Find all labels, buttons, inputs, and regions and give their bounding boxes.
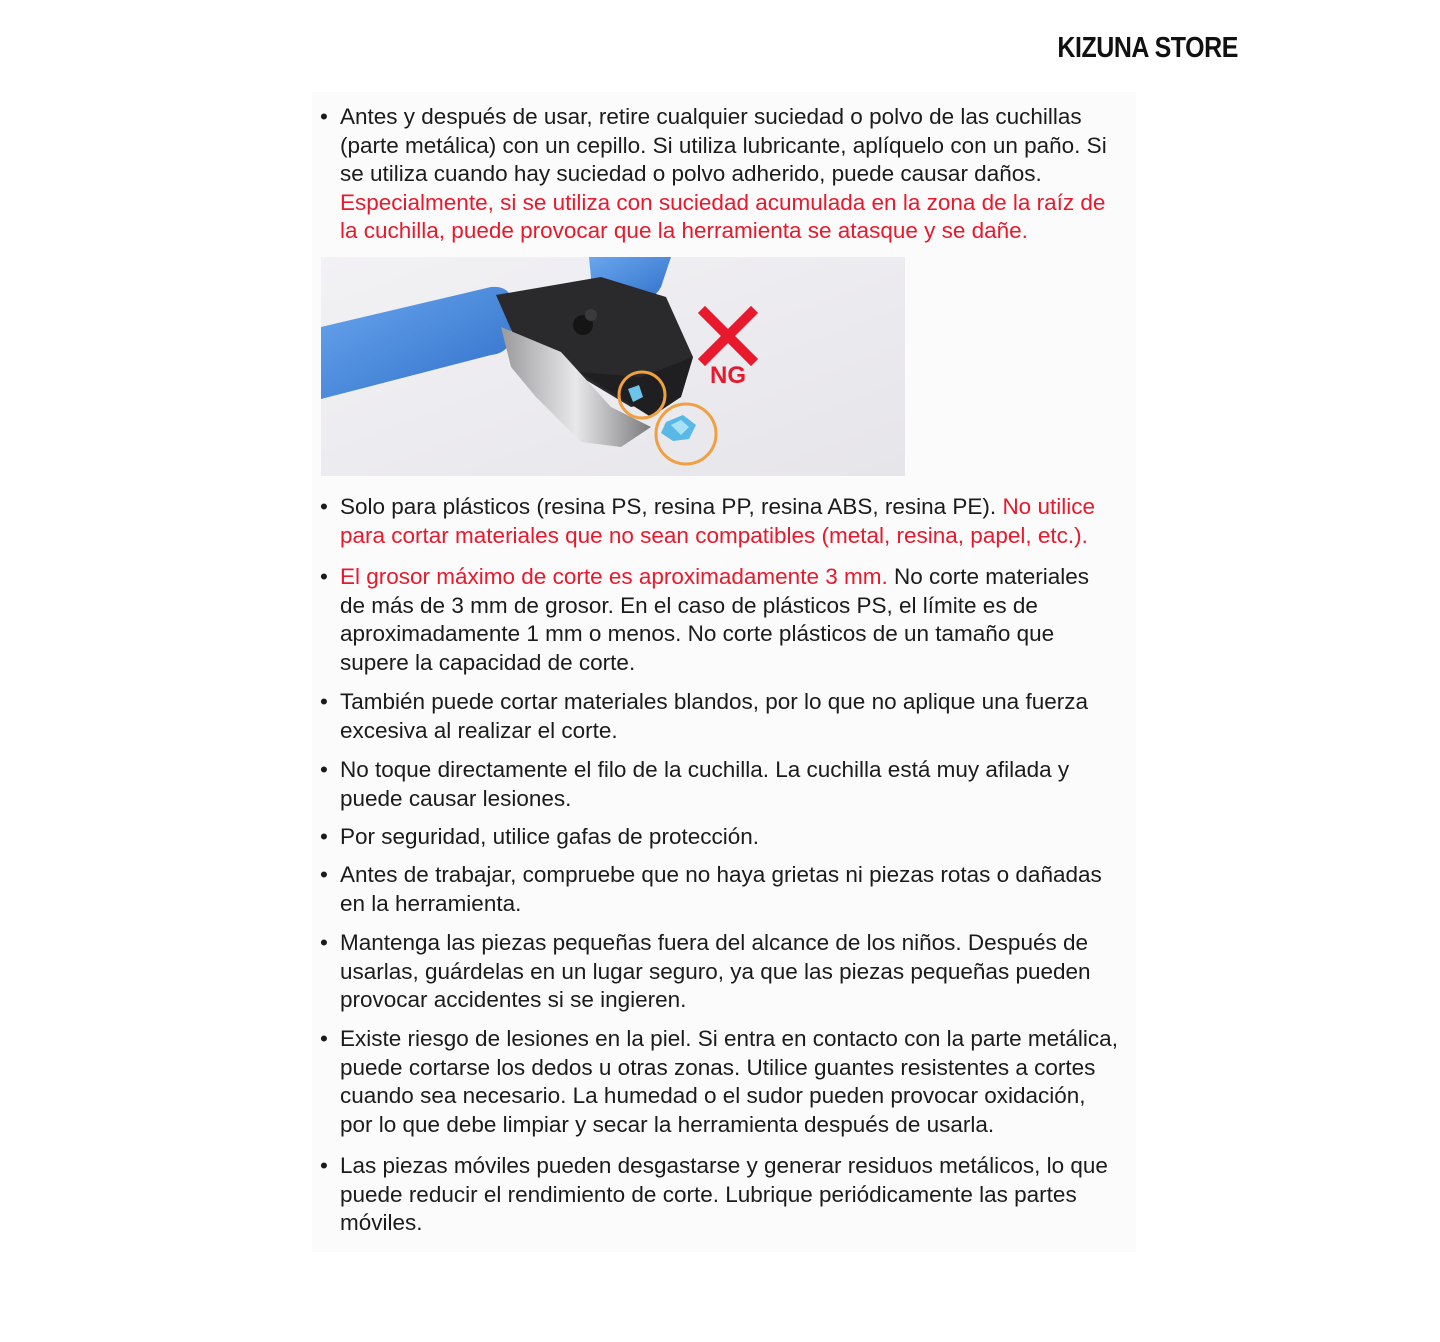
list-item — [320, 563, 1120, 677]
list-item — [320, 929, 1120, 1015]
bullet-marker: • — [320, 1153, 328, 1178]
store-logo: KIZUNA STORE — [1057, 32, 1238, 64]
list-item — [320, 1025, 1120, 1139]
ng-label: NG — [710, 362, 746, 389]
list-item — [320, 756, 1120, 813]
list-item — [320, 103, 1120, 246]
warning-text: Especialmente, si se utiliza con suciedad acumulada en la zona de la raíz de la cuchilla, puede provocar que la herramienta se atasque y se dañe. — [340, 189, 1106, 243]
bullet-marker: • — [320, 862, 328, 887]
list-item-text: Mantenga las piezas pequeñas fuera del alcance de los niños. Después de usarlas, guárdelas en un lugar seguro, ya que las piezas pequeñas pueden provocar accidentes si se ingieren. — [340, 930, 1091, 1012]
list-item-text: Las piezas móviles pueden desgastarse y generar residuos metálicos, lo que puede reducir el rendimiento de corte. Lubrique periódicamente las partes móviles. — [340, 1153, 1108, 1235]
list-item-text: No toque directamente el filo de la cuchilla. La cuchilla está muy afilada y puede causar lesiones. — [340, 757, 1070, 811]
list-item — [320, 861, 1120, 918]
bullet-marker: • — [320, 930, 328, 955]
warning-text: No utilice para cortar materiales que no sean compatibles (metal, resina, papel, etc.). — [340, 494, 1095, 548]
list-item-text: Existe riesgo de lesiones en la piel. Si entra en contacto con la parte metálica, puede cortarse los dedos u otras zonas. Utilice guantes resistentes a cortes cuando sea necesario. La humedad o el sudor pueden provocar oxidación, por lo que debe limpiar y secar la herramienta después de usarla. — [340, 1026, 1118, 1137]
list-item-text: Antes y después de usar, retire cualquier suciedad o polvo de las cuchillas (parte metálica) con un cepillo. Si utiliza lubricante, aplíquelo con un paño. Si se utiliza cuando hay suciedad o polvo adherido, puede causar daños. — [340, 104, 1107, 186]
bullet-marker: • — [320, 104, 328, 129]
bullet-marker: • — [320, 494, 328, 519]
list-item — [320, 493, 1120, 550]
list-item-text: No corte materiales de más de 3 mm de grosor. En el caso de plásticos PS, el límite es de aproximadamente 1 mm o menos. No corte plásticos de un tamaño que supere la capacidad de corte. — [340, 564, 1090, 675]
list-item-text: Antes de trabajar, compruebe que no haya grietas ni piezas rotas o dañadas en la herramienta. — [340, 862, 1102, 916]
list-item-text: También puede cortar materiales blandos, por lo que no aplique una fuerza excesiva al realizar el corte. — [340, 689, 1088, 743]
nipper-illustration — [321, 257, 905, 476]
list-item-text: Solo para plásticos (resina PS, resina PP, resina ABS, resina PE). — [340, 494, 997, 519]
list-item — [320, 823, 1120, 852]
list-item — [320, 1152, 1120, 1238]
bullet-marker: • — [320, 757, 328, 782]
list-item-text: Por seguridad, utilice gafas de protección. — [340, 824, 759, 849]
list-item — [320, 688, 1120, 745]
bullet-marker: • — [320, 689, 328, 714]
tool-photo-ng-example — [321, 257, 905, 476]
bullet-marker: • — [320, 564, 328, 589]
bullet-marker: • — [320, 1026, 328, 1051]
bullet-marker: • — [320, 824, 328, 849]
warning-text: El grosor máximo de corte es aproximadamente 3 mm. — [340, 564, 888, 589]
